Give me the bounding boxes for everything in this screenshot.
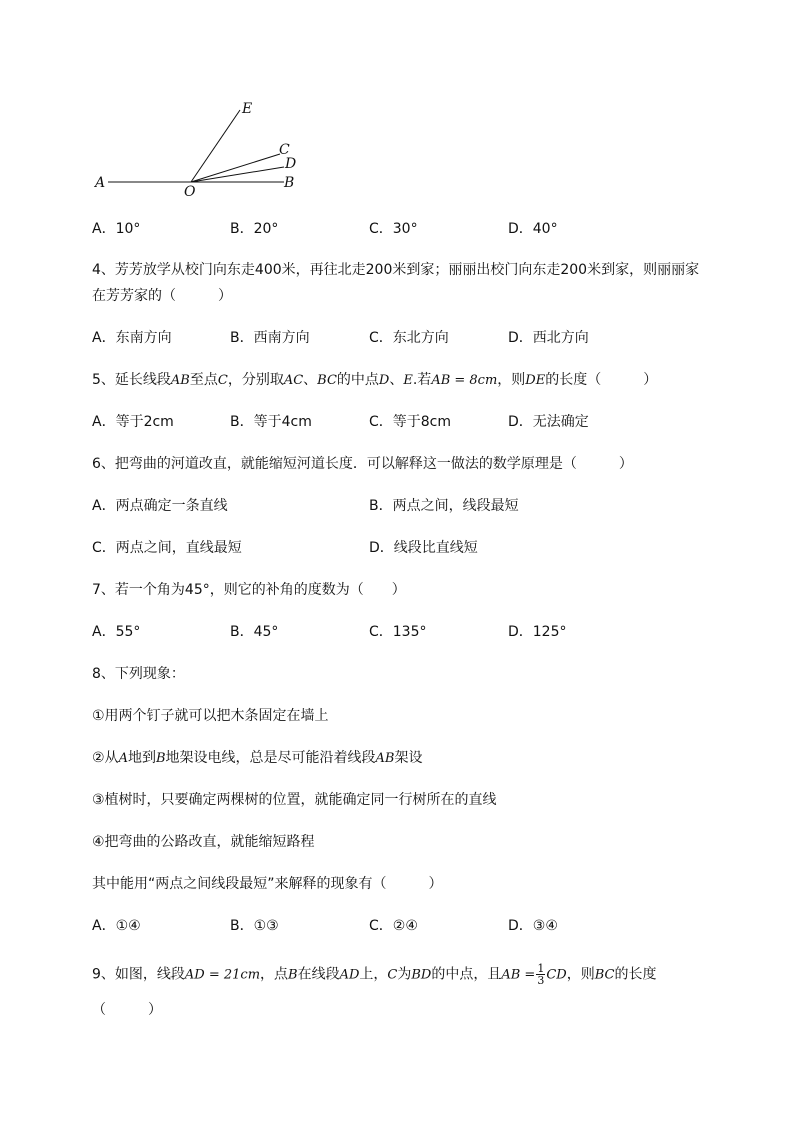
q9-math-ab-eq: AB =	[501, 967, 536, 983]
q9-fraction-numerator: 1	[537, 962, 545, 975]
q8-option-b: B．①③	[230, 918, 279, 934]
q4-option-c: C．东北方向	[369, 330, 449, 346]
q9-text-4: 上，	[359, 966, 388, 983]
q6-stem: 6、把弯曲的河道改直，就能缩短河道长度．可以解释这一做法的数学原理是（ ）	[92, 456, 633, 472]
label-B: B	[284, 175, 295, 191]
q8-item2-text-b: 地到	[127, 750, 156, 766]
q5-text-4: 、	[303, 372, 318, 388]
q5-stem	[92, 370, 657, 391]
angle-figure	[88, 95, 318, 205]
q4-option-a: A．东南方向	[92, 330, 172, 346]
q4-stem-line1: 4、芳芳放学从校门向东走400米，再往北走200米到家；丽丽出校门向东走200米到家，则丽丽家	[92, 262, 700, 278]
q5-text-6: 、	[389, 372, 404, 388]
q3-option-d: D．40°	[508, 221, 558, 237]
q5-math-ab: AB	[170, 373, 190, 388]
ray-OD	[191, 167, 284, 182]
q8-item2-math-b: B	[155, 751, 166, 766]
q7-stem: 7、若一个角为45°，则它的补角的度数为（ ）	[92, 582, 406, 598]
q5-option-a: A．等于2cm	[92, 414, 174, 430]
q3-option-a: A．10°	[92, 221, 141, 237]
q6-option-d: D．线段比直线短	[369, 540, 478, 556]
q6-option-a: A．两点确定一条直线	[92, 498, 228, 514]
q8-option-a: A．①④	[92, 918, 141, 934]
q5-math-e: E	[403, 373, 413, 388]
label-C: C	[279, 142, 290, 158]
q5-math-de: DE	[525, 373, 546, 388]
q6-option-b: B．两点之间，线段最短	[369, 498, 519, 514]
q9-math-bc: BC	[594, 967, 615, 983]
q5-option-c: C．等于8cm	[369, 414, 452, 430]
q9-fraction-denominator: 3	[537, 974, 545, 987]
q5-text-9: 的长度（ ）	[545, 372, 658, 388]
q4-option-b: B．西南方向	[230, 330, 310, 346]
q8-item-4: ④把弯曲的公路改直，就能缩短路程	[92, 834, 315, 850]
q8-item2-text-c: 地架设电线，总是尽可能沿着线段	[165, 750, 376, 766]
q5-text-2: 至点	[189, 372, 218, 388]
q8-item2-text-a: ②从	[92, 750, 119, 766]
q5-text-1: 5、延长线段	[92, 372, 171, 388]
q5-option-b: B．等于4cm	[230, 414, 312, 430]
label-E: E	[242, 101, 253, 117]
q9-text-7: ，则	[566, 966, 595, 983]
q3-option-c: C．30°	[369, 221, 418, 237]
q8-option-d: D．③④	[508, 918, 558, 934]
q9-text-2: ，点	[260, 966, 289, 983]
q6-option-c: C．两点之间，直线最短	[92, 540, 242, 556]
q8-question: 其中能用“两点之间线段最短”来解释的现象有（ ）	[92, 876, 443, 892]
q9-math-c: C	[387, 967, 398, 983]
q5-text-3: ，分别取	[227, 372, 284, 388]
q9-stem-line2: （ ）	[92, 1002, 162, 1018]
q9-text-6: 的中点，且	[431, 966, 502, 983]
q9-math-bd: BD	[411, 967, 432, 983]
q9-text-5: 为	[397, 966, 412, 983]
q9-math-ad: AD	[339, 967, 360, 983]
q4-stem-line2: 在芳芳家的（ ）	[92, 288, 232, 304]
label-A: A	[95, 175, 106, 191]
q4-option-d: D．西北方向	[508, 330, 589, 346]
q8-item-1: ①用两个钉子就可以把木条固定在墙上	[92, 708, 329, 724]
q5-math-bc: BC	[317, 373, 337, 388]
q8-item2-math-a: A	[118, 751, 128, 766]
q8-item2-math-ab: AB	[375, 751, 395, 766]
q8-stem: 8、下列现象：	[92, 666, 185, 682]
q5-text-8: ，则	[497, 372, 526, 388]
q5-option-d: D．无法确定	[508, 414, 589, 430]
q7-option-b: B．45°	[230, 624, 279, 640]
label-D: D	[285, 156, 297, 172]
q9-fraction	[536, 963, 545, 986]
q5-math-equation: AB = 8cm	[431, 373, 498, 388]
q9-math-cd: CD	[546, 967, 567, 983]
q7-option-d: D．125°	[508, 624, 567, 640]
ray-OE	[191, 110, 240, 182]
q7-option-a: A．55°	[92, 624, 141, 640]
q8-item2-text-d: 架设	[394, 750, 423, 766]
q9-text-8: 的长度	[614, 966, 657, 983]
q7-option-c: C．135°	[369, 624, 427, 640]
label-O: O	[184, 184, 196, 200]
q8-option-c: C．②④	[369, 918, 418, 934]
q5-math-ac: AC	[283, 373, 304, 388]
q5-text-5: 的中点	[336, 372, 379, 388]
q5-math-c: C	[217, 373, 228, 388]
q5-text-7: .若	[412, 372, 432, 388]
q9-math-b: B	[288, 967, 298, 983]
q8-item-3: ③植树时，只要确定两棵树的位置，就能确定同一行树所在的直线	[92, 792, 497, 808]
q9-math-ad-length: AD = 21cm	[184, 967, 261, 983]
q5-math-d: D	[378, 373, 390, 388]
q9-stem	[92, 963, 656, 986]
q9-text-3: 在线段	[297, 966, 340, 983]
q3-option-b: B．20°	[230, 221, 279, 237]
q8-item-2	[92, 748, 422, 769]
ray-OC	[191, 154, 280, 182]
q9-text-1: 9、如图，线段	[92, 966, 185, 983]
